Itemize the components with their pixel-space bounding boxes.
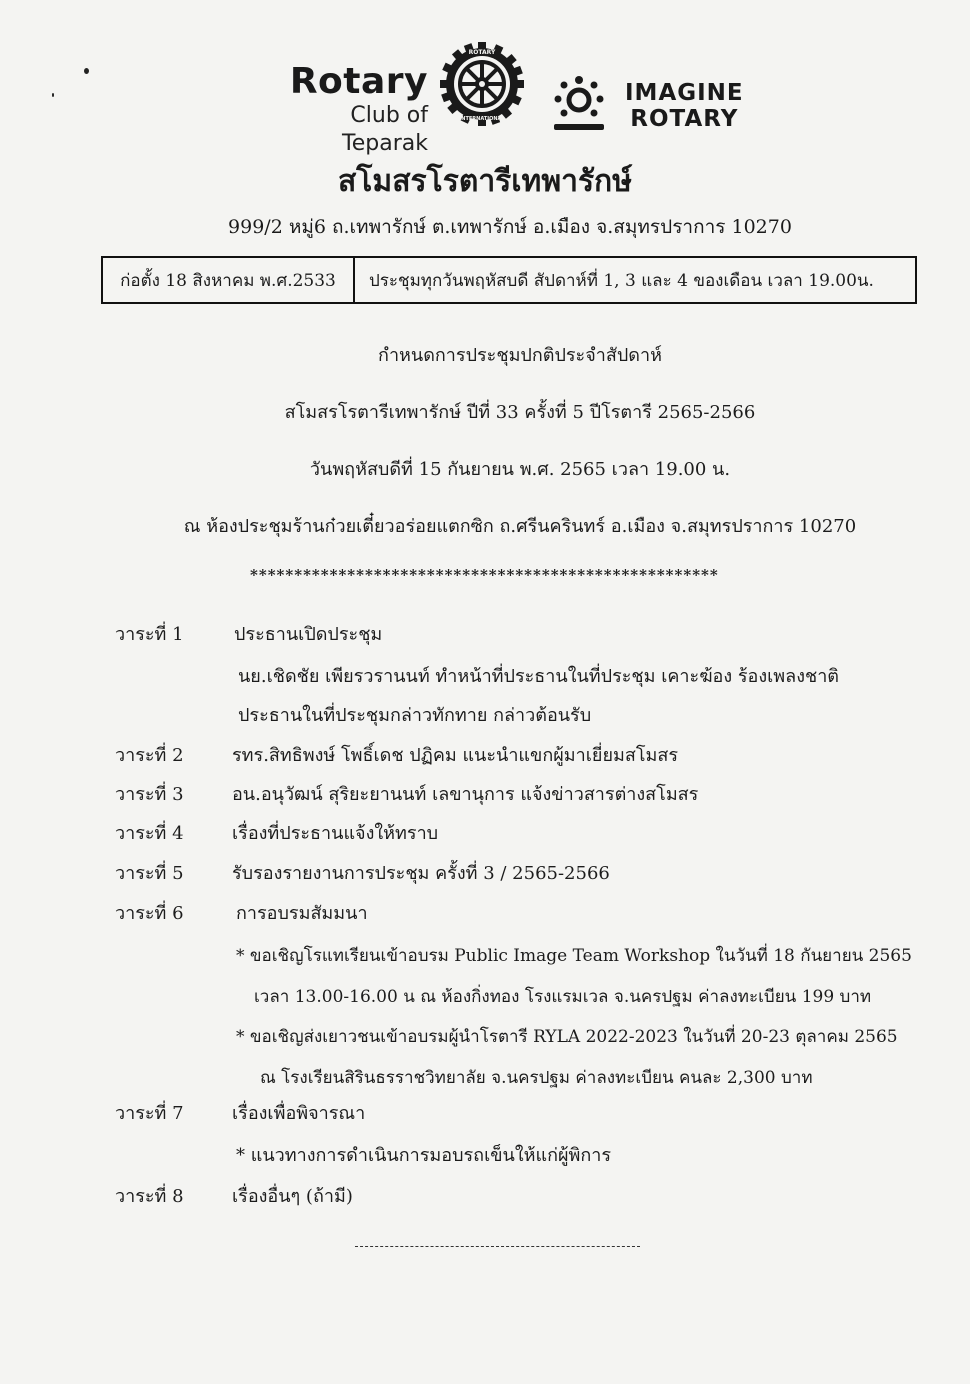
wheel-bottom-label: INTERNATIONAL [459,116,505,122]
agenda-label-3: วาระที่ 3 [115,784,184,805]
agenda-1-line-1: นย.เชิดชัย เพียรวรานนท์ ทำหน้าที่ประธานในที่ประชุม เคาะฆ้อง ร้องเพลงชาติ [238,666,839,687]
agenda-label-6: วาระที่ 6 [115,903,184,924]
club-address: 999/2 หมู่6 ถ.เทพารักษ์ ต.เทพารักษ์ อ.เมือง จ.สมุทรปราการ 10270 [228,216,792,238]
rotary-word: ROTARY [630,106,739,132]
closing-divider [355,1246,640,1247]
agenda-text-4: เรื่องที่ประธานแจ้งให้ทราบ [232,823,439,844]
agenda-text-7: เรื่องเพื่อพิจารณา [232,1103,366,1124]
agenda-label-7: วาระที่ 7 [115,1103,184,1124]
meeting-session: สโมสรโรตารีเทพารักษ์ ปีที่ 33 ครั้งที่ 5 ปีโรตารี 2565-2566 [284,402,756,423]
agenda-6-line-4: ณ โรงเรียนสิรินธรราชวิทยาลัย จ.นครปฐม ค่าลงทะเบียน คนละ 2,300 บาท [260,1068,813,1088]
meeting-heading: กำหนดการประชุมปกติประจำสัปดาห์ [378,345,662,366]
agenda-6-line-3: * ขอเชิญส่งเยาวชนเข้าอบรมผู้นำโรตารี RYLA 2022-2023 ในวันที่ 20-23 ตุลาคม 2565 [236,1027,898,1047]
separator-stars: ***************************************************** [250,566,719,584]
meeting-schedule: ประชุมทุกวันพฤหัสบดี สัปดาห์ที่ 1, 3 และ 4 ของเดือน เวลา 19.00น. [369,270,874,291]
wheel-top-label: ROTARY [468,49,496,56]
agenda-text-6: การอบรมสัมมนา [236,903,368,924]
agenda-7-line-1: * แนวทางการดำเนินการมอบรถเข็นให้แก่ผู้พิการ [236,1145,612,1166]
agenda-1-line-2: ประธานในที่ประชุมกล่าวทักทาย กล่าวต้อนรับ [238,705,592,726]
agenda-label-1: วาระที่ 1 [115,624,184,645]
agenda-text-3: อน.อนุวัฒน์ สุริยะยานนท์ เลขานุการ แจ้งข่าวสารต่างสโมสร [232,784,699,805]
meeting-venue: ณ ห้องประชุมร้านก๋วยเตี๋ยวอร่อยแตกซิก ถ.ศรีนครินทร์ อ.เมือง จ.สมุทรปราการ 10270 [183,516,857,537]
club-name-line: Club of Teparak [342,103,428,156]
agenda-label-8: วาระที่ 8 [115,1186,184,1207]
agenda-text-5: รับรองรายงานการประชุม ครั้งที่ 3 / 2565-2566 [232,863,610,884]
agenda-6-line-2: เวลา 13.00-16.00 น ณ ห้องกิ่งทอง โรงแรมเวล จ.นครปฐม ค่าลงทะเบียน 199 บาท [254,987,872,1007]
club-title: สโมสรโรตารีเทพารักษ์ [338,164,632,199]
imagine-word: IMAGINE [625,80,744,106]
founded-date: ก่อตั้ง 18 สิงหาคม พ.ศ.2533 [103,258,355,302]
agenda-6-line-1: * ขอเชิญโรแทเรียนเข้าอบรม Public Image Team Workshop ในวันที่ 18 กันยายน 2565 [236,946,912,966]
agenda-text-2: รทร.สิทธิพงษ์ โพธิ์เดช ปฏิคม แนะนำแขกผู้มาเยี่ยมสโมสร [232,745,679,766]
agenda-text-1: ประธานเปิดประชุม [234,624,383,645]
agenda-label-4: วาระที่ 4 [115,823,184,844]
rotary-name: Rotary [289,61,428,102]
agenda-label-5: วาระที่ 5 [115,863,184,884]
agenda-label-2: วาระที่ 2 [115,745,184,766]
meeting-date: วันพฤหัสบดีที่ 15 กันยายน พ.ศ. 2565 เวลา 19.00 น. [309,459,731,480]
agenda-text-8: เรื่องอื่นๆ (ถ้ามี) [232,1186,353,1207]
